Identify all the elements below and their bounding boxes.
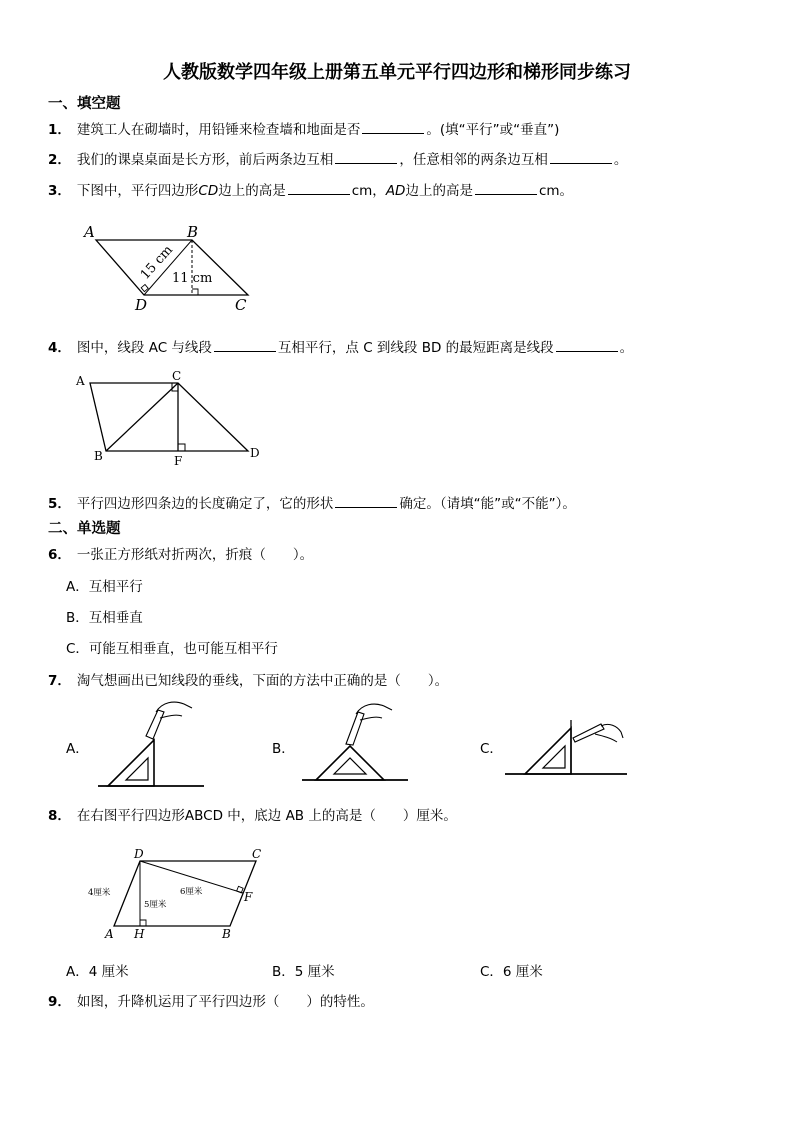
answer-blank[interactable] <box>550 151 612 164</box>
answer-blank[interactable] <box>556 339 618 352</box>
question-text: 。 <box>613 152 628 168</box>
question-text: ，任意相邻的两条边互相 <box>399 152 548 168</box>
vertex-label-a: A <box>76 374 85 388</box>
vertex-label-d: D <box>134 847 144 861</box>
option-c[interactable]: C．6 厘米 <box>480 964 543 980</box>
option-b[interactable]: B．互相垂直 <box>66 610 143 626</box>
segment-bc <box>106 383 178 451</box>
parallelogram-shape <box>96 240 248 295</box>
question-text: 平行四边形四条边的长度确定了，它的形状 <box>76 496 334 512</box>
vertex-label-a: A <box>84 223 95 241</box>
set-square-inner <box>543 746 565 768</box>
side-label: AD <box>385 183 406 199</box>
question-text: 在右图平行四边形ABCD 中，底边 AB 上的高是（ ）厘米。 <box>76 808 457 824</box>
pencil-icon <box>573 724 604 742</box>
answer-blank[interactable] <box>335 151 397 164</box>
answer-blank[interactable] <box>475 182 537 195</box>
question-text: 。 <box>619 340 634 356</box>
pencil-icon <box>346 712 364 745</box>
hand-finger <box>160 715 182 718</box>
question-7 <box>48 669 448 689</box>
question-number: 1． <box>48 122 71 138</box>
hand-icon <box>356 704 392 714</box>
page-title: 人教版数学四年级上册第五单元平行四边形和梯形同步练习 <box>163 62 631 83</box>
question-text: 一张正方形纸对折两次，折痕（ ）。 <box>76 547 314 563</box>
question-text: 边上的高是 <box>405 183 473 199</box>
vertex-label-c: C <box>252 847 262 861</box>
question-text: 图中，线段 AC 与线段 <box>76 340 212 356</box>
height-dh-label: 5厘米 <box>144 900 167 910</box>
pencil-icon <box>146 710 164 739</box>
set-square <box>108 740 154 786</box>
question-number: 6． <box>48 547 71 563</box>
vertex-label-b: B <box>222 927 231 941</box>
question-number: 9． <box>48 994 71 1010</box>
set-square-inner <box>334 758 366 774</box>
question-6 <box>48 543 313 563</box>
foot-label-f: F <box>244 890 253 904</box>
option-a[interactable]: A．4 厘米 <box>66 964 129 980</box>
right-angle-mark <box>140 920 146 926</box>
option-b[interactable]: B．5 厘米 <box>272 964 335 980</box>
question-text: 。(填“平行”或“垂直”) <box>426 122 560 138</box>
answer-blank[interactable] <box>214 339 276 352</box>
trapezoid-shape <box>90 383 248 451</box>
right-angle-mark <box>192 289 198 295</box>
question-text: 我们的课桌桌面是长方形，前后两条边互相 <box>76 152 334 168</box>
question-text: cm。 <box>538 183 574 199</box>
question-text: 淘气想画出已知线段的垂线，下面的方法中正确的是（ ）。 <box>76 673 449 689</box>
question-8 <box>48 804 457 824</box>
height-df-label: 6厘米 <box>180 887 203 897</box>
vertex-label-a: A <box>105 927 114 941</box>
right-angle-mark <box>141 285 148 292</box>
option-c[interactable]: C．可能互相垂直，也可能互相平行 <box>66 641 278 657</box>
section-single-choice: 二、单选题 <box>48 521 121 537</box>
vertex-label-c: C <box>235 296 247 314</box>
question-number: 5． <box>48 496 71 512</box>
question-2 <box>48 148 627 168</box>
point-label-f: F <box>174 454 183 468</box>
question-5 <box>48 492 576 512</box>
answer-blank[interactable] <box>288 182 350 195</box>
answer-blank[interactable] <box>362 121 424 134</box>
question-number: 2． <box>48 152 71 168</box>
set-square-option-b-illustration <box>300 698 410 790</box>
question-3 <box>48 179 573 199</box>
trapezoid-figure-q4 <box>74 368 274 468</box>
set-square-option-a-illustration <box>96 698 206 790</box>
question-text: cm， <box>351 183 386 199</box>
question-4 <box>48 336 633 356</box>
parallelogram-figure-q3 <box>80 218 280 318</box>
side-label: CD <box>198 183 219 199</box>
option-a[interactable]: A． <box>66 741 89 757</box>
foot-label-h: H <box>134 927 145 941</box>
right-angle-mark <box>178 444 185 451</box>
section-fill-in: 一、填空题 <box>48 96 121 112</box>
set-square-inner <box>126 758 148 780</box>
option-a[interactable]: A．互相平行 <box>66 579 143 595</box>
question-text: 互相平行，点 C 到线段 BD 的最短距离是线段 <box>277 340 554 356</box>
vertex-label-b: B <box>187 223 199 241</box>
set-square <box>525 728 571 774</box>
hand-icon <box>601 724 623 738</box>
vertex-label-d: D <box>250 446 260 460</box>
question-number: 4． <box>48 340 71 356</box>
question-text: 边上的高是 <box>218 183 286 199</box>
question-text: 如图，升降机运用了平行四边形（ ）的特性。 <box>76 994 374 1010</box>
height-length-label: 11 cm <box>172 271 213 286</box>
option-b[interactable]: B． <box>272 741 295 757</box>
option-c[interactable]: C． <box>480 741 503 757</box>
question-number: 3． <box>48 183 71 199</box>
hand-finger <box>595 734 617 742</box>
vertex-label-c: C <box>172 369 182 383</box>
question-text: 建筑工人在砌墙时，用铅锤来检查墙和地面是否 <box>76 122 361 138</box>
set-square <box>316 746 384 780</box>
answer-blank[interactable] <box>335 495 397 508</box>
question-9 <box>48 990 374 1010</box>
side-length-label: 4厘米 <box>88 888 111 898</box>
question-1 <box>48 118 559 138</box>
question-text: 下图中，平行四边形 <box>76 183 199 199</box>
vertex-label-d: D <box>135 296 148 314</box>
right-angle-mark <box>237 886 244 893</box>
question-number: 8． <box>48 808 71 824</box>
question-number: 7． <box>48 673 71 689</box>
hand-icon <box>156 702 192 712</box>
question-text: 确定。（请填“能”或“不能”）。 <box>399 496 576 512</box>
slant-length-label: 15 cm <box>137 242 176 283</box>
vertex-label-b: B <box>94 449 103 463</box>
set-square-option-c-illustration <box>505 718 630 780</box>
parallelogram-figure-q8 <box>84 845 284 945</box>
